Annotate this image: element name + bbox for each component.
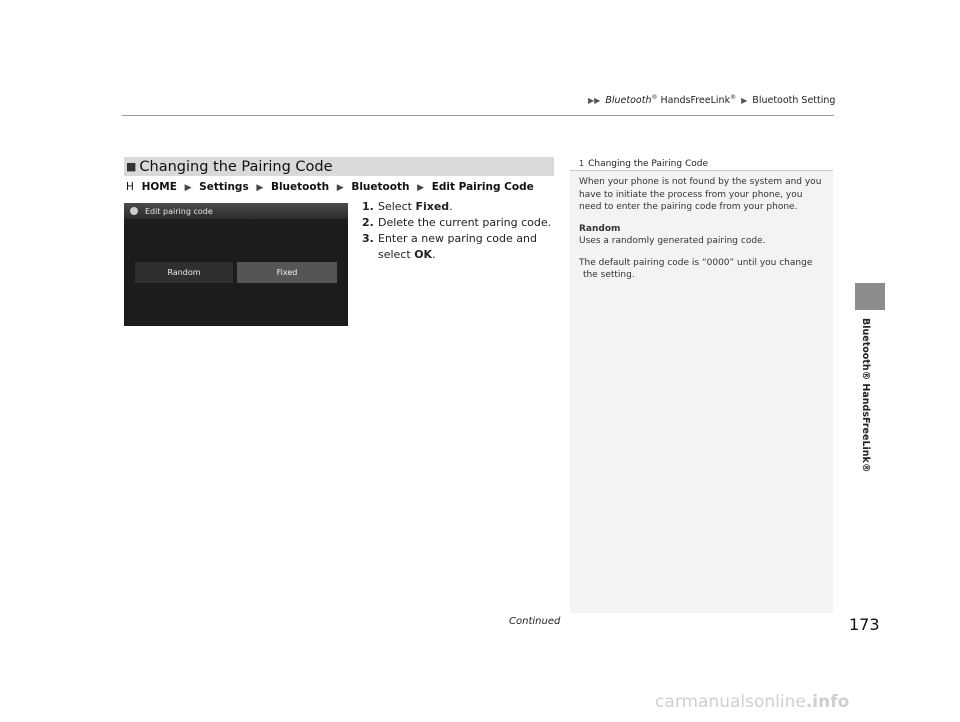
- reference-icon: 1: [579, 159, 585, 168]
- registered-mark: ®: [730, 94, 737, 101]
- breadcrumb-bluetooth: Bluetooth: [605, 95, 652, 107]
- step-1: 1. Select Fixed.: [362, 200, 453, 213]
- random-button[interactable]: Random: [135, 262, 233, 283]
- watermark: carmanualsonline.info: [655, 692, 850, 712]
- step-3: 3. Enter a new paring code and select OK.: [362, 232, 537, 261]
- registered-mark: ®: [651, 94, 658, 101]
- screen-header: [124, 203, 348, 219]
- triangle-icon: ▶: [741, 96, 748, 106]
- section-heading: [124, 157, 554, 176]
- path-item-bluetooth: Bluetooth: [270, 181, 330, 193]
- triangle-icon: ▶▶: [588, 96, 601, 106]
- steps-list: [362, 199, 551, 263]
- menu-path: [126, 181, 534, 193]
- sidebar-body: [579, 176, 827, 291]
- fixed-button[interactable]: Fixed: [237, 262, 337, 283]
- step-2: 2. Delete the current paring code.: [362, 216, 552, 229]
- path-item-home: HOME: [141, 181, 177, 193]
- sidebar-random-note: [579, 223, 827, 248]
- triangle-icon: ▶: [184, 183, 192, 193]
- path-item-settings: Settings: [199, 181, 249, 193]
- sidebar-title: Changing the Pairing Code: [588, 158, 708, 169]
- chapter-tab: [855, 283, 885, 310]
- triangle-icon: ▶: [336, 183, 344, 193]
- path-item-bluetooth-2: Bluetooth: [351, 181, 410, 193]
- chapter-label: Bluetooth® HandsFreeLink®: [860, 318, 871, 473]
- square-marker-icon: ■: [126, 160, 137, 173]
- sidebar-heading: [570, 157, 833, 171]
- header-rule: [122, 115, 834, 116]
- section-title: Changing the Pairing Code: [139, 158, 333, 175]
- path-item-edit-pairing-code: Edit Pairing Code: [431, 181, 534, 193]
- continued-label: Continued: [509, 616, 561, 627]
- screen-title: Edit pairing code: [145, 206, 213, 216]
- page-number: 173: [849, 615, 880, 634]
- random-title: Random: [579, 223, 621, 234]
- screenshot-edit-pairing-code: [124, 203, 348, 326]
- triangle-icon: ▶: [417, 183, 425, 193]
- home-reference-icon: H: [126, 181, 134, 193]
- breadcrumb: [586, 94, 835, 106]
- sidebar-paragraph: When your phone is not found by the system and you have to initiate the process from your phone, you need to enter the pairing code from your phone.: [579, 177, 822, 212]
- breadcrumb-bluetooth-setting: Bluetooth Setting: [752, 95, 836, 107]
- breadcrumb-handsfreelink: HandsFreeLink: [657, 95, 731, 107]
- back-icon[interactable]: [130, 207, 138, 215]
- notes-sidebar: [570, 157, 833, 613]
- sidebar-default-note: The default pairing code is “0000” until you change the setting.: [579, 257, 813, 280]
- random-text: Uses a randomly generated pairing code.: [579, 236, 766, 246]
- triangle-icon: ▶: [256, 183, 264, 193]
